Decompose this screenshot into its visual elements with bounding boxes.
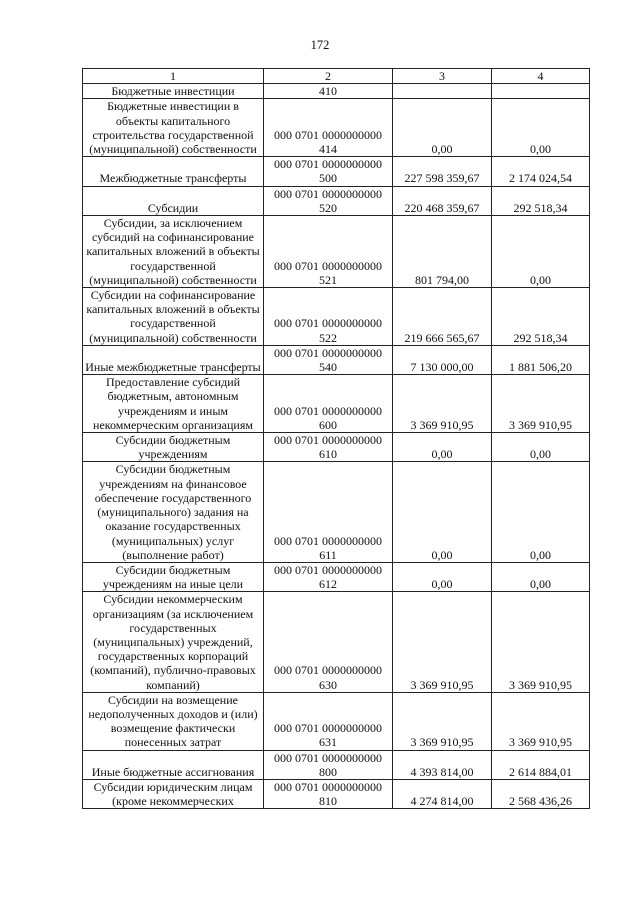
row-value-col3 — [393, 84, 492, 99]
row-code-cell: 410 — [264, 84, 393, 99]
row-value-col4: 0,00 — [492, 433, 590, 462]
table-row — [83, 462, 590, 562]
row-code-cell: 000 0701 0000000000 600 — [264, 375, 393, 433]
table-row — [83, 592, 590, 692]
row-value-col3: 4 274 814,00 — [393, 779, 492, 808]
row-name-cell: Субсидии на возмещение недополученных доходов и (или) возмещение фактически понесенных затрат — [83, 692, 264, 750]
row-name-cell: Иные межбюджетные трансферты — [83, 345, 264, 374]
row-value-col4: 2 568 436,26 — [492, 779, 590, 808]
table-row — [83, 99, 590, 157]
table-row — [83, 375, 590, 433]
row-value-col3: 3 369 910,95 — [393, 692, 492, 750]
column-header-3: 3 — [393, 69, 492, 84]
row-name-cell: Субсидии некоммерческим организациям (за исключением государственных (муниципальных) учреждений, государственных корпораций (компаний), публично-правовых компаний) — [83, 592, 264, 692]
row-name-cell: Субсидии, за исключением субсидий на софинансирование капитальных вложений в объекты государственной (муниципальной) собственности — [83, 216, 264, 288]
row-value-col3: 801 794,00 — [393, 216, 492, 288]
table-header-row — [83, 69, 590, 84]
table-row — [83, 186, 590, 215]
row-value-col3: 0,00 — [393, 562, 492, 591]
row-value-col3: 0,00 — [393, 462, 492, 562]
table-row — [83, 779, 590, 808]
row-value-col4: 292 518,34 — [492, 288, 590, 346]
row-name-cell: Предоставление субсидий бюджетным, автономным учреждениям и иным некоммерческим организациям — [83, 375, 264, 433]
row-value-col4: 0,00 — [492, 562, 590, 591]
row-name-cell: Субсидии бюджетным учреждениям — [83, 433, 264, 462]
table-row — [83, 84, 590, 99]
row-name-cell: Бюджетные инвестиции — [83, 84, 264, 99]
row-value-col4: 1 881 506,20 — [492, 345, 590, 374]
row-value-col3: 0,00 — [393, 433, 492, 462]
row-name-cell: Межбюджетные трансферты — [83, 157, 264, 186]
row-value-col4: 2 614 884,01 — [492, 750, 590, 779]
row-value-col3: 220 468 359,67 — [393, 186, 492, 215]
row-name-cell: Субсидии бюджетным учреждениям на иные цели — [83, 562, 264, 591]
row-code-cell: 000 0701 0000000000 522 — [264, 288, 393, 346]
row-name-cell: Субсидии — [83, 186, 264, 215]
row-value-col4: 292 518,34 — [492, 186, 590, 215]
row-name-cell: Субсидии бюджетным учреждениям на финансовое обеспечение государственного (муниципального) задания на оказание государственных (муниципальных) услуг (выполнение работ) — [83, 462, 264, 562]
row-value-col3: 227 598 359,67 — [393, 157, 492, 186]
row-value-col3: 4 393 814,00 — [393, 750, 492, 779]
row-value-col4: 0,00 — [492, 216, 590, 288]
row-code-cell: 000 0701 0000000000 630 — [264, 592, 393, 692]
table-row — [83, 433, 590, 462]
row-name-cell: Бюджетные инвестиции в объекты капитального строительства государственной (муниципальной) собственности — [83, 99, 264, 157]
row-value-col4: 3 369 910,95 — [492, 592, 590, 692]
table-row — [83, 345, 590, 374]
table-row — [83, 157, 590, 186]
row-code-cell: 000 0701 0000000000 414 — [264, 99, 393, 157]
row-value-col3: 3 369 910,95 — [393, 592, 492, 692]
row-value-col3: 3 369 910,95 — [393, 375, 492, 433]
row-code-cell: 000 0701 0000000000 500 — [264, 157, 393, 186]
page-number: 172 — [310, 38, 330, 52]
row-code-cell: 000 0701 0000000000 631 — [264, 692, 393, 750]
row-code-cell: 000 0701 0000000000 521 — [264, 216, 393, 288]
row-name-cell: Субсидии на софинансирование капитальных вложений в объекты государственной (муниципальной) собственности — [83, 288, 264, 346]
row-value-col3: 7 130 000,00 — [393, 345, 492, 374]
row-code-cell: 000 0701 0000000000 520 — [264, 186, 393, 215]
row-code-cell: 000 0701 0000000000 610 — [264, 433, 393, 462]
table-row — [83, 692, 590, 750]
row-code-cell: 000 0701 0000000000 612 — [264, 562, 393, 591]
row-value-col4: 0,00 — [492, 99, 590, 157]
table-row — [83, 562, 590, 591]
table-row — [83, 216, 590, 288]
row-code-cell: 000 0701 0000000000 540 — [264, 345, 393, 374]
row-code-cell: 000 0701 0000000000 611 — [264, 462, 393, 562]
row-value-col4: 3 369 910,95 — [492, 375, 590, 433]
column-header-2: 2 — [264, 69, 393, 84]
row-value-col4: 2 174 024,54 — [492, 157, 590, 186]
row-name-cell: Иные бюджетные ассигнования — [83, 750, 264, 779]
row-value-col4 — [492, 84, 590, 99]
row-code-cell: 000 0701 0000000000 810 — [264, 779, 393, 808]
budget-table — [82, 68, 590, 809]
column-header-1: 1 — [83, 69, 264, 84]
table-row — [83, 750, 590, 779]
row-code-cell: 000 0701 0000000000 800 — [264, 750, 393, 779]
table-body — [83, 69, 590, 809]
table-row — [83, 288, 590, 346]
row-value-col4: 3 369 910,95 — [492, 692, 590, 750]
row-value-col4: 0,00 — [492, 462, 590, 562]
row-value-col3: 219 666 565,67 — [393, 288, 492, 346]
row-name-cell: Субсидии юридическим лицам (кроме некоммерческих — [83, 779, 264, 808]
row-value-col3: 0,00 — [393, 99, 492, 157]
column-header-4: 4 — [492, 69, 590, 84]
